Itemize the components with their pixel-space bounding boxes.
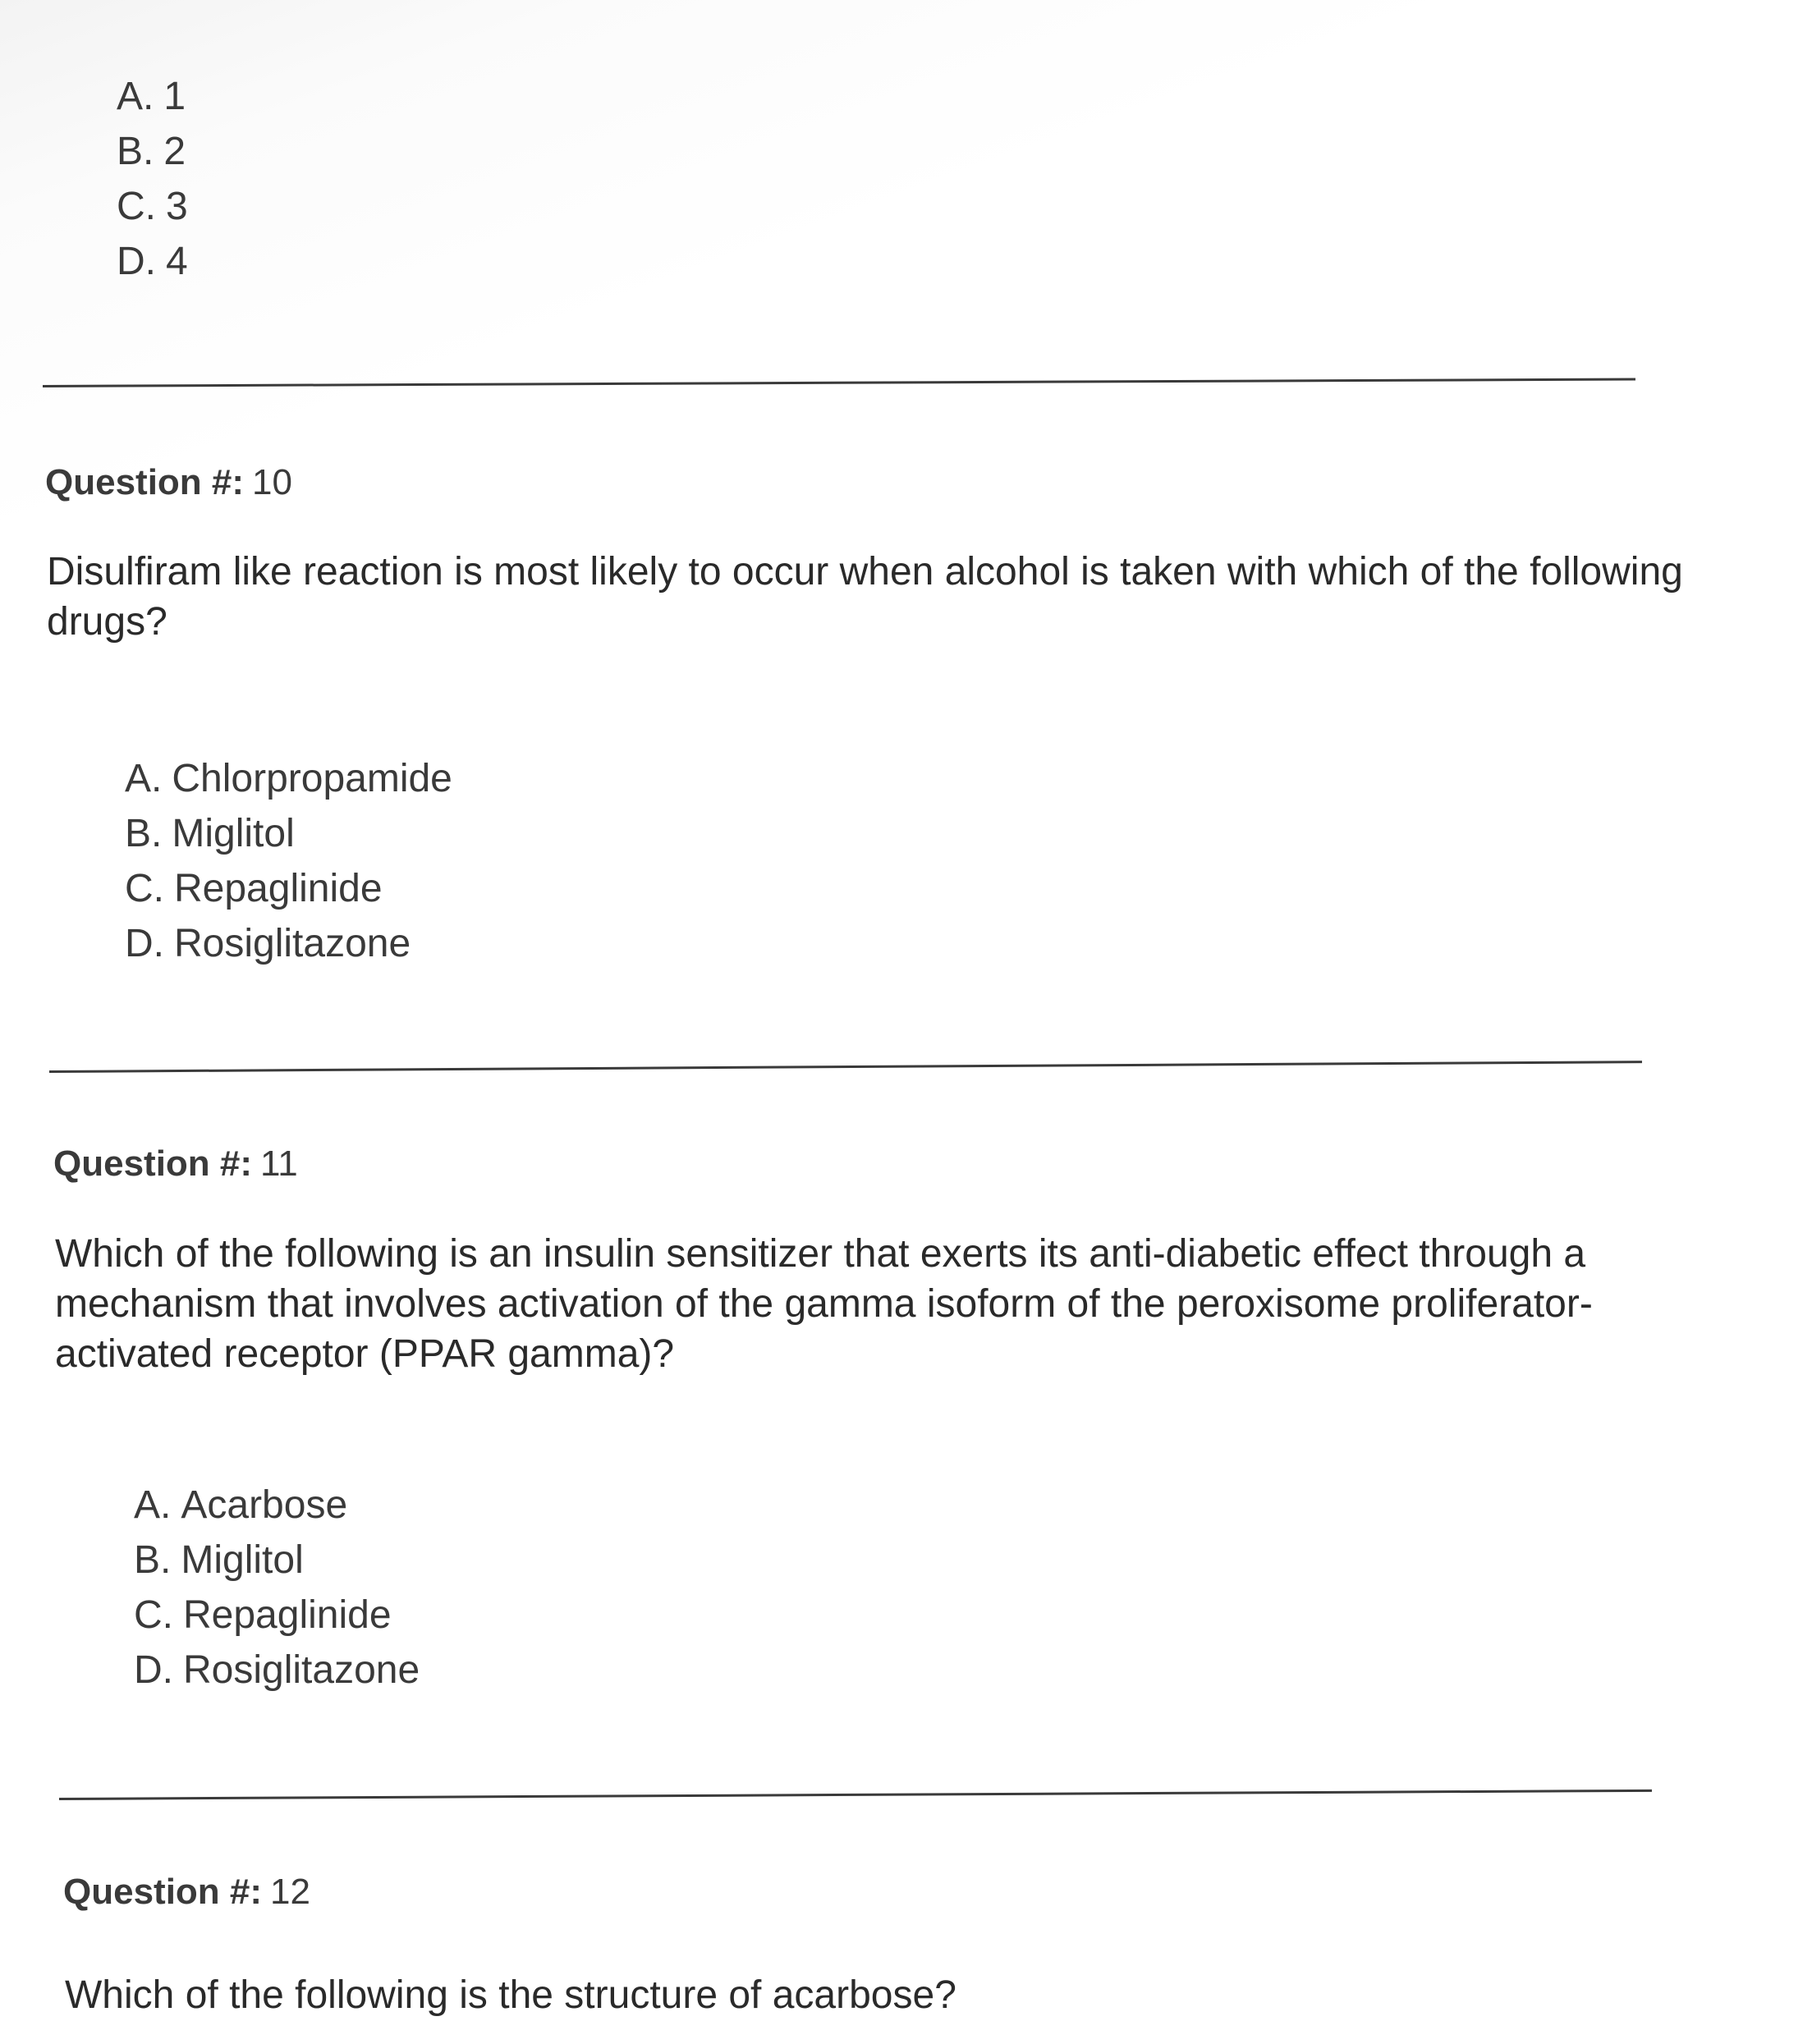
question-number: 12	[270, 1872, 310, 1912]
question-text: Which of the following is the structure of acarbose?	[65, 1973, 956, 2017]
option-a: A. Chlorpropamide	[125, 757, 452, 800]
question-options	[125, 751, 452, 971]
question-number: 11	[260, 1143, 298, 1184]
option-c: C. 3	[117, 185, 188, 228]
question-header	[53, 1143, 298, 1185]
question-number: 10	[252, 462, 292, 502]
question-label: Question #:	[45, 462, 245, 502]
question-text: Which of the following is an insulin sensitizer that exerts its anti-diabetic effect through a mechanism that involves activation of the gamma isoform of the peroxisome proliferator-activated receptor (PPAR gamma)?	[55, 1232, 1593, 1376]
prev-question-options	[117, 69, 188, 289]
divider-3	[59, 1790, 1652, 1800]
option-b: B. 2	[117, 130, 186, 173]
option-d: D. 4	[117, 240, 188, 283]
option-b: B. Miglitol	[134, 1538, 304, 1582]
divider-1	[43, 378, 1635, 387]
question-label: Question #:	[53, 1143, 253, 1184]
option-a: A. 1	[117, 75, 186, 118]
option-c: C. Repaglinide	[125, 867, 383, 910]
question-label: Question #:	[63, 1872, 263, 1912]
question-header	[45, 462, 292, 503]
option-d: D. Rosiglitazone	[125, 922, 411, 965]
divider-2	[49, 1061, 1642, 1073]
question-text: Disulfiram like reaction is most likely to occur when alcohol is taken with which of the following drugs?	[47, 550, 1683, 644]
option-b: B. Miglitol	[125, 812, 295, 855]
option-c: C. Repaglinide	[134, 1593, 392, 1637]
question-header	[63, 1872, 310, 1913]
option-a: A. Acarbose	[134, 1483, 348, 1527]
option-d: D. Rosiglitazone	[134, 1648, 420, 1692]
question-options	[134, 1478, 420, 1698]
